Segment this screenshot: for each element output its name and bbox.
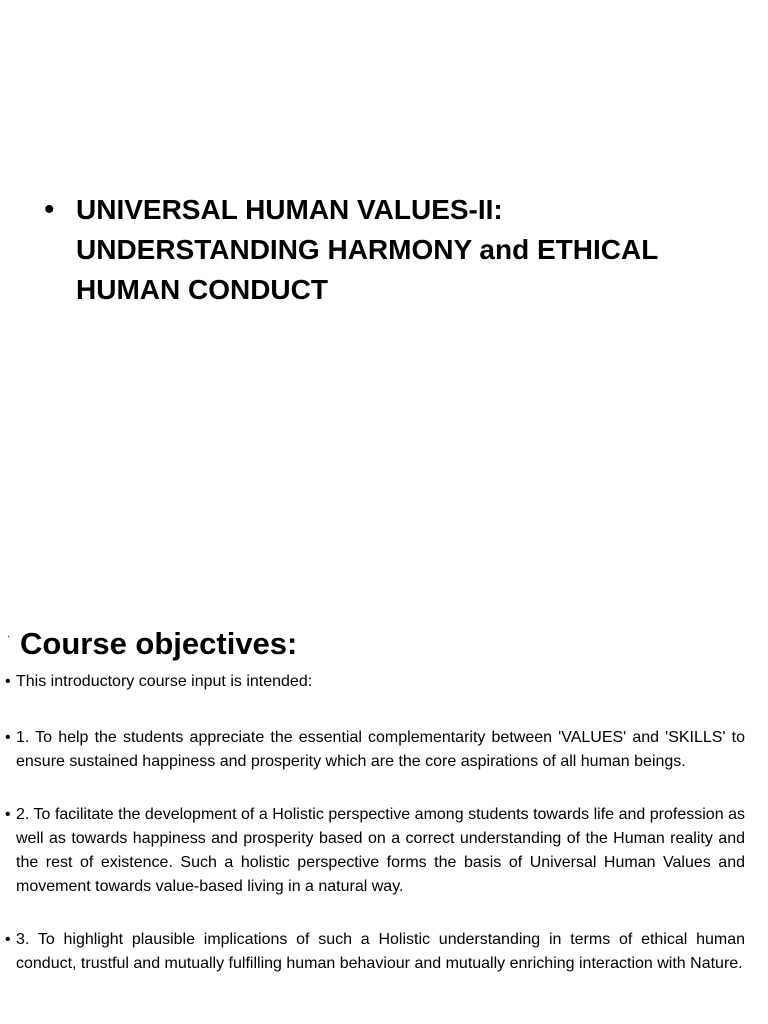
objective-text: 3. To highlight plausible implications of such a Holistic understanding in terms of ethical human conduct, trustful and mutually fulfilling human behaviour and mutually enriching interaction with Nature. — [16, 931, 745, 972]
course-title: UNIVERSAL HUMAN VALUES-II: UNDERSTANDING HARMONY and ETHICAL HUMAN CONDUCT — [76, 194, 659, 305]
objective-text: 2. To facilitate the development of a Holistic perspective among students towards life and profession as well as towards happiness and prosperity based on a correct understanding of the Human reality and the rest of existence. Such a holistic perspective forms the basis of Universal Human Values and movement towards value-based living in a natural way. — [16, 806, 745, 895]
bullet-icon: • — [44, 193, 55, 226]
objective-text: This introductory course input is intended: — [16, 673, 313, 690]
objective-3 — [5, 928, 745, 976]
objective-intro — [5, 670, 745, 694]
objectives-list — [5, 670, 745, 1005]
marker-dot: · — [7, 631, 11, 642]
bullet-icon: • — [5, 673, 11, 690]
objective-2 — [5, 803, 745, 899]
bullet-icon: • — [5, 729, 11, 746]
objectives-slide — [0, 600, 768, 1024]
objective-text: 1. To help the students appreciate the essential complementarity between 'VALUES' and 'SKILLS' to ensure sustained happiness and prosperity which are the core aspirations of all human beings. — [16, 729, 745, 770]
bullet-icon: • — [5, 806, 11, 823]
title-bullet-item — [44, 190, 734, 310]
bullet-icon: • — [5, 931, 11, 948]
objectives-heading: Course objectives: — [20, 626, 298, 661]
objective-1 — [5, 726, 745, 774]
